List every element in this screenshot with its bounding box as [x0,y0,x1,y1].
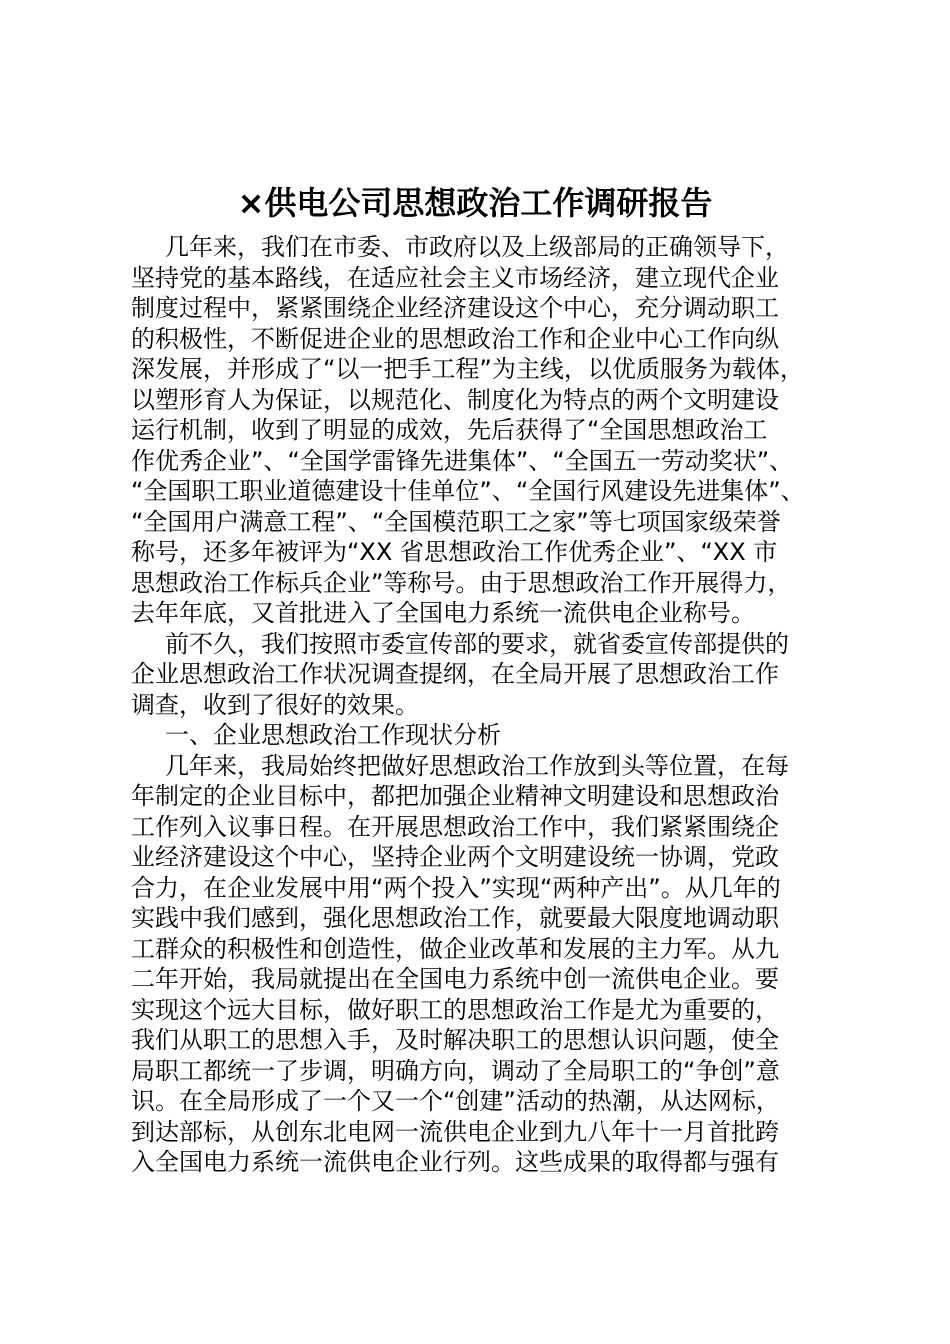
paragraph-line: 制度过程中，紧紧围绕企业经济建设这个中心，充分调动职工 [131,294,779,322]
document-title: ×供电公司思想政治工作调研报告 [237,184,713,222]
paragraph-line: 思想政治工作标兵企业”等称号。由于思想政治工作开展得力， [131,568,792,597]
paragraph-line: 实现这个远大目标，做好职工的思想政治工作是尤为重要的， [131,995,779,1024]
paragraph-line: 几年来，我们在市委、市政府以及上级部局的正确领导下， [165,233,789,261]
document-body [131,232,843,1178]
paragraph-line: 调查，收到了很好的效果。 [131,690,419,719]
paragraph-line: 合力，在企业发展中用“两个投入”实现“两种产出”。从几年的 [131,873,781,902]
paragraph-line: 到达部标，从创东北电网一流供电企业到九八年十一月首批跨 [131,1117,779,1146]
paragraph-line: 深发展，并形成了“以一把手工程”为主线，以优质服务为载体， [131,355,804,383]
paragraph-line: 工作列入议事日程。在开展思想政治工作中，我们紧紧围绕企 [131,812,779,841]
paragraph-line: 我们从职工的思想入手，及时解决职工的思想认识问题，使全 [131,1026,779,1054]
paragraph-line: 前不久，我们按照市委宣传部的要求，就省委宣传部提供的 [165,629,789,658]
paragraph-line: 年制定的企业目标中，都把加强企业精神文明建设和思想政治 [131,782,779,810]
paragraph-line: 以塑形育人为保证，以规范化、制度化为特点的两个文明建设 [131,385,779,414]
section-heading: 一、企业思想政治工作现状分析 [165,721,501,749]
paragraph-line: 称号，还多年被评为“XX 省思想政治工作优秀企业”、“XX 市 [131,538,778,566]
paragraph-line: 去年年底，又首批进入了全国电力系统一流供电企业称号。 [131,599,755,627]
paragraph-line: 入全国电力系统一流供电企业行列。这些成果的取得都与强有 [131,1148,779,1176]
paragraph-line: 运行机制，收到了明显的成效，先后获得了“全国思想政治工 [131,416,768,444]
paragraph-line: 企业思想政治工作状况调查提纲，在全局开展了思想政治工作 [131,660,779,688]
paragraph-line: 局职工都统一了步调，明确方向，调动了全局职工的“争创”意 [131,1056,780,1085]
paragraph-line: 业经济建设这个中心，坚持企业两个文明建设统一协调，党政 [131,843,779,871]
paragraph-line: 的积极性，不断促进企业的思想政治工作和企业中心工作向纵 [131,324,779,353]
paragraph-line: 几年来，我局始终把做好思想政治工作放到头等位置，在每 [165,751,789,780]
paragraph-line: 识。在全局形成了一个又一个“创建”活动的热潮，从达网标， [131,1087,780,1115]
paragraph-line: 坚持党的基本路线，在适应社会主义市场经济，建立现代企业 [131,263,779,292]
paragraph-line: 工群众的积极性和创造性，做企业改革和发展的主力军。从九 [131,934,779,963]
paragraph-line: 实践中我们感到，强化思想政治工作，就要最大限度地调动职 [131,904,779,932]
paragraph-line: “全国用户满意工程”、“全国模范职工之家”等七项国家级荣誉 [131,507,781,536]
paragraph-line: 二年开始，我局就提出在全国电力系统中创一流供电企业。要 [131,965,779,993]
paragraph-line: 作优秀企业”、“全国学雷锋先进集体”、“全国五一劳动奖状”、 [131,446,794,475]
paragraph-line: “全国职工职业道德建设十佳单位”、“全国行风建设先进集体”、 [131,477,805,505]
